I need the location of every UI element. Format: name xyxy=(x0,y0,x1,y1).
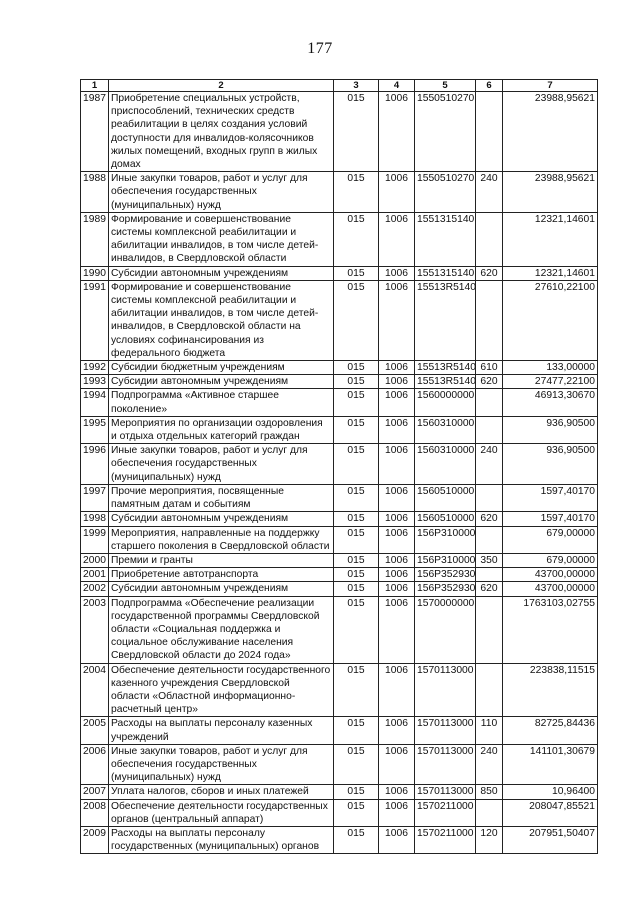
row-number-cell: 1989 xyxy=(81,212,109,266)
column-header: 1 xyxy=(81,80,109,92)
table-row xyxy=(81,582,598,596)
row-number-cell: 1992 xyxy=(81,361,109,375)
expense-name-cell: Формирование и совершенствование системы комплексной реабилитации и абилитации инвалидов, в том числе детей-инвалидов, в Свердловской области xyxy=(109,212,334,266)
column-header: 2 xyxy=(109,80,334,92)
amount-cell: 223838,11515 xyxy=(503,663,598,717)
expense-name-cell: Мероприятия по организации оздоровления и отдыха отдельных категорий граждан xyxy=(109,416,334,443)
table-row xyxy=(81,512,598,526)
amount-cell: 141101,30679 xyxy=(503,744,598,785)
row-number-cell: 2005 xyxy=(81,717,109,744)
expense-name-cell: Обеспечение деятельности государственных органов (центральный аппарат) xyxy=(109,799,334,826)
table-row xyxy=(81,553,598,567)
ministry-code-cell: 015 xyxy=(334,416,379,443)
table-row xyxy=(81,484,598,511)
expense-type-code-cell xyxy=(476,212,503,266)
row-number-cell: 1996 xyxy=(81,444,109,485)
amount-cell: 82725,84436 xyxy=(503,717,598,744)
section-code-cell: 1006 xyxy=(379,266,415,280)
section-code-cell: 1006 xyxy=(379,375,415,389)
table-row xyxy=(81,375,598,389)
expense-name-cell: Иные закупки товаров, работ и услуг для обеспечения государственных (муниципальных) нужд xyxy=(109,444,334,485)
expense-name-cell: Приобретение специальных устройств, приспособлений, технических средств реабилитации в целях создания условий доступности для инвалидов-колясочников жилых помещений, входных групп в жилых домах xyxy=(109,92,334,172)
section-code-cell: 1006 xyxy=(379,389,415,416)
target-article-code-cell: 1560310000 xyxy=(415,444,476,485)
table-row xyxy=(81,444,598,485)
section-code-cell: 1006 xyxy=(379,526,415,553)
expense-type-code-cell: 240 xyxy=(476,172,503,213)
expense-name-cell: Субсидии бюджетным учреждениям xyxy=(109,361,334,375)
ministry-code-cell: 015 xyxy=(334,172,379,213)
section-code-cell: 1006 xyxy=(379,361,415,375)
amount-cell: 208047,85521 xyxy=(503,799,598,826)
amount-cell: 23988,95621 xyxy=(503,92,598,172)
table-row xyxy=(81,416,598,443)
expense-type-code-cell xyxy=(476,663,503,717)
amount-cell: 936,90500 xyxy=(503,416,598,443)
table-row xyxy=(81,596,598,663)
section-code-cell: 1006 xyxy=(379,582,415,596)
amount-cell: 133,00000 xyxy=(503,361,598,375)
row-number-cell: 1990 xyxy=(81,266,109,280)
expense-type-code-cell: 110 xyxy=(476,717,503,744)
target-article-code-cell: 1560510000 xyxy=(415,484,476,511)
target-article-code-cell: 1570211000 xyxy=(415,799,476,826)
expense-type-code-cell xyxy=(476,568,503,582)
target-article-code-cell: 1560000000 xyxy=(415,389,476,416)
ministry-code-cell: 015 xyxy=(334,826,379,853)
ministry-code-cell: 015 xyxy=(334,280,379,360)
target-article-code-cell: 1570113000 xyxy=(415,717,476,744)
amount-cell: 1597,40170 xyxy=(503,484,598,511)
amount-cell: 23988,95621 xyxy=(503,172,598,213)
table-row xyxy=(81,212,598,266)
table-header-row xyxy=(81,80,598,92)
table-row xyxy=(81,799,598,826)
row-number-cell: 2006 xyxy=(81,744,109,785)
row-number-cell: 2000 xyxy=(81,553,109,567)
section-code-cell: 1006 xyxy=(379,416,415,443)
ministry-code-cell: 015 xyxy=(334,663,379,717)
ministry-code-cell: 015 xyxy=(334,444,379,485)
amount-cell: 679,00000 xyxy=(503,553,598,567)
expense-type-code-cell: 620 xyxy=(476,375,503,389)
budget-table xyxy=(80,79,598,854)
target-article-code-cell: 1570113000 xyxy=(415,744,476,785)
ministry-code-cell: 015 xyxy=(334,92,379,172)
ministry-code-cell: 015 xyxy=(334,389,379,416)
table-row xyxy=(81,361,598,375)
section-code-cell: 1006 xyxy=(379,553,415,567)
amount-cell: 27610,22100 xyxy=(503,280,598,360)
table-row xyxy=(81,389,598,416)
target-article-code-cell: 156Р352930 xyxy=(415,582,476,596)
table-row xyxy=(81,826,598,853)
target-article-code-cell: 1550510270 xyxy=(415,92,476,172)
expense-name-cell: Субсидии автономным учреждениям xyxy=(109,582,334,596)
table-row xyxy=(81,663,598,717)
target-article-code-cell: 15513R5140 xyxy=(415,280,476,360)
expense-type-code-cell: 620 xyxy=(476,512,503,526)
table-row xyxy=(81,785,598,799)
amount-cell: 936,90500 xyxy=(503,444,598,485)
row-number-cell: 2001 xyxy=(81,568,109,582)
section-code-cell: 1006 xyxy=(379,212,415,266)
target-article-code-cell: 1570113000 xyxy=(415,785,476,799)
row-number-cell: 1988 xyxy=(81,172,109,213)
row-number-cell: 2009 xyxy=(81,826,109,853)
row-number-cell: 2008 xyxy=(81,799,109,826)
expense-name-cell: Расходы на выплаты персоналу государственных (муниципальных) органов xyxy=(109,826,334,853)
section-code-cell: 1006 xyxy=(379,280,415,360)
expense-name-cell: Субсидии автономным учреждениям xyxy=(109,266,334,280)
target-article-code-cell: 1551315140 xyxy=(415,266,476,280)
ministry-code-cell: 015 xyxy=(334,785,379,799)
expense-type-code-cell xyxy=(476,280,503,360)
target-article-code-cell: 15513R5140 xyxy=(415,375,476,389)
target-article-code-cell: 1560310000 xyxy=(415,416,476,443)
amount-cell: 10,96400 xyxy=(503,785,598,799)
amount-cell: 43700,00000 xyxy=(503,582,598,596)
column-header: 5 xyxy=(415,80,476,92)
expense-type-code-cell: 240 xyxy=(476,444,503,485)
amount-cell: 1597,40170 xyxy=(503,512,598,526)
expense-name-cell: Приобретение автотранспорта xyxy=(109,568,334,582)
column-header: 7 xyxy=(503,80,598,92)
section-code-cell: 1006 xyxy=(379,799,415,826)
amount-cell: 207951,50407 xyxy=(503,826,598,853)
table-row xyxy=(81,92,598,172)
ministry-code-cell: 015 xyxy=(334,553,379,567)
expense-name-cell: Иные закупки товаров, работ и услуг для обеспечения государственных (муниципальных) нужд xyxy=(109,172,334,213)
ministry-code-cell: 015 xyxy=(334,744,379,785)
expense-type-code-cell xyxy=(476,596,503,663)
target-article-code-cell: 15513R5140 xyxy=(415,361,476,375)
row-number-cell: 1991 xyxy=(81,280,109,360)
table-row xyxy=(81,717,598,744)
row-number-cell: 2002 xyxy=(81,582,109,596)
section-code-cell: 1006 xyxy=(379,512,415,526)
target-article-code-cell: 1570113000 xyxy=(415,663,476,717)
expense-type-code-cell: 610 xyxy=(476,361,503,375)
section-code-cell: 1006 xyxy=(379,826,415,853)
expense-name-cell: Субсидии автономным учреждениям xyxy=(109,375,334,389)
expense-type-code-cell xyxy=(476,484,503,511)
row-number-cell: 1994 xyxy=(81,389,109,416)
expense-name-cell: Расходы на выплаты персоналу казенных учреждений xyxy=(109,717,334,744)
expense-name-cell: Подпрограмма «Активное старшее поколение» xyxy=(109,389,334,416)
expense-name-cell: Подпрограмма «Обеспечение реализации государственной программы Свердловской области «Социальная поддержка и социальное обслуживание населения Свердловской области до 2024 года» xyxy=(109,596,334,663)
ministry-code-cell: 015 xyxy=(334,526,379,553)
section-code-cell: 1006 xyxy=(379,717,415,744)
section-code-cell: 1006 xyxy=(379,596,415,663)
section-code-cell: 1006 xyxy=(379,568,415,582)
amount-cell: 1763103,02755 xyxy=(503,596,598,663)
row-number-cell: 1987 xyxy=(81,92,109,172)
section-code-cell: 1006 xyxy=(379,172,415,213)
amount-cell: 12321,14601 xyxy=(503,212,598,266)
table-row xyxy=(81,172,598,213)
column-header: 3 xyxy=(334,80,379,92)
column-header: 6 xyxy=(476,80,503,92)
table-row xyxy=(81,568,598,582)
row-number-cell: 1999 xyxy=(81,526,109,553)
row-number-cell: 1998 xyxy=(81,512,109,526)
expense-type-code-cell: 620 xyxy=(476,266,503,280)
target-article-code-cell: 156Р310000 xyxy=(415,553,476,567)
target-article-code-cell: 1550510270 xyxy=(415,172,476,213)
target-article-code-cell: 1570000000 xyxy=(415,596,476,663)
ministry-code-cell: 015 xyxy=(334,375,379,389)
page-number: 177 xyxy=(307,40,333,57)
amount-cell: 43700,00000 xyxy=(503,568,598,582)
expense-name-cell: Иные закупки товаров, работ и услуг для обеспечения государственных (муниципальных) нужд xyxy=(109,744,334,785)
row-number-cell: 1997 xyxy=(81,484,109,511)
section-code-cell: 1006 xyxy=(379,744,415,785)
expense-name-cell: Мероприятия, направленные на поддержку старшего поколения в Свердловской области xyxy=(109,526,334,553)
ministry-code-cell: 015 xyxy=(334,361,379,375)
target-article-code-cell: 156Р352930 xyxy=(415,568,476,582)
expense-type-code-cell: 620 xyxy=(476,582,503,596)
row-number-cell: 1995 xyxy=(81,416,109,443)
expense-type-code-cell: 120 xyxy=(476,826,503,853)
table-row xyxy=(81,744,598,785)
table-row xyxy=(81,526,598,553)
section-code-cell: 1006 xyxy=(379,484,415,511)
ministry-code-cell: 015 xyxy=(334,266,379,280)
expense-type-code-cell: 240 xyxy=(476,744,503,785)
section-code-cell: 1006 xyxy=(379,663,415,717)
target-article-code-cell: 1560510000 xyxy=(415,512,476,526)
expense-type-code-cell xyxy=(476,799,503,826)
expense-name-cell: Формирование и совершенствование системы комплексной реабилитации и абилитации инвалидов, в том числе детей-инвалидов, в Свердловской области на условиях софинансирования из федерального бюджета xyxy=(109,280,334,360)
ministry-code-cell: 015 xyxy=(334,717,379,744)
target-article-code-cell: 1551315140 xyxy=(415,212,476,266)
column-header: 4 xyxy=(379,80,415,92)
table-row xyxy=(81,266,598,280)
ministry-code-cell: 015 xyxy=(334,799,379,826)
amount-cell: 12321,14601 xyxy=(503,266,598,280)
ministry-code-cell: 015 xyxy=(334,596,379,663)
expense-name-cell: Уплата налогов, сборов и иных платежей xyxy=(109,785,334,799)
amount-cell: 46913,30670 xyxy=(503,389,598,416)
row-number-cell: 2004 xyxy=(81,663,109,717)
row-number-cell: 1993 xyxy=(81,375,109,389)
ministry-code-cell: 015 xyxy=(334,512,379,526)
expense-name-cell: Прочие мероприятия, посвященные памятным датам и событиям xyxy=(109,484,334,511)
target-article-code-cell: 156Р310000 xyxy=(415,526,476,553)
section-code-cell: 1006 xyxy=(379,444,415,485)
amount-cell: 27477,22100 xyxy=(503,375,598,389)
ministry-code-cell: 015 xyxy=(334,484,379,511)
expense-name-cell: Субсидии автономным учреждениям xyxy=(109,512,334,526)
amount-cell: 679,00000 xyxy=(503,526,598,553)
expense-name-cell: Обеспечение деятельности государственного казенного учреждения Свердловской области «Областной информационно-расчетный центр» xyxy=(109,663,334,717)
section-code-cell: 1006 xyxy=(379,92,415,172)
expense-type-code-cell xyxy=(476,416,503,443)
expense-type-code-cell xyxy=(476,92,503,172)
ministry-code-cell: 015 xyxy=(334,568,379,582)
expense-type-code-cell xyxy=(476,389,503,416)
ministry-code-cell: 015 xyxy=(334,582,379,596)
table-row xyxy=(81,280,598,360)
expense-name-cell: Премии и гранты xyxy=(109,553,334,567)
expense-type-code-cell: 350 xyxy=(476,553,503,567)
row-number-cell: 2007 xyxy=(81,785,109,799)
section-code-cell: 1006 xyxy=(379,785,415,799)
expense-type-code-cell xyxy=(476,526,503,553)
target-article-code-cell: 1570211000 xyxy=(415,826,476,853)
expense-type-code-cell: 850 xyxy=(476,785,503,799)
row-number-cell: 2003 xyxy=(81,596,109,663)
ministry-code-cell: 015 xyxy=(334,212,379,266)
